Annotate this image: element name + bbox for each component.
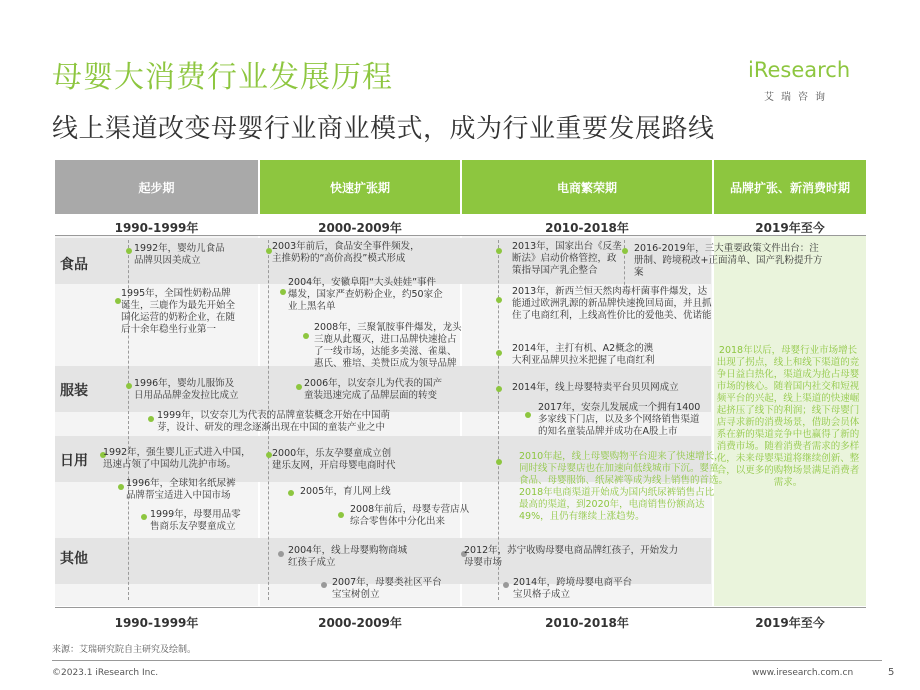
phase-header-ecommerce: 电商繁荣期	[462, 160, 712, 214]
year-bottom-1: 1990-1999年	[114, 616, 199, 630]
footer-divider	[52, 660, 882, 661]
event-dot	[496, 297, 502, 303]
event-dot	[280, 289, 286, 295]
category-label-daily: 日用	[60, 453, 88, 469]
event-dot	[496, 350, 502, 356]
category-label-other: 其他	[60, 551, 88, 567]
event-daily-1992: 1992年，强生婴儿正式进入中国， 迅速占领了中国幼儿洗护市场。	[103, 447, 251, 470]
year-top-2: 2000-2009年	[318, 221, 402, 235]
year-divider-top	[55, 235, 866, 236]
phase-header-startup: 起步期	[55, 160, 258, 214]
event-dot	[622, 248, 628, 254]
logo-subtext: 艾瑞咨询	[764, 92, 832, 103]
event-other-2014: 2014年，跨境母婴电商平台 宝贝格子成立	[513, 577, 633, 600]
event-food-2008: 2008年，三聚氰胺事件爆发，龙头 三鹿从此覆灭，进口品牌快速抢占 了一线市场，达能多美滋、雀巢、 惠氏、雅培、美赞臣成为领导品牌	[314, 322, 462, 369]
page-subtitle: 线上渠道改变母婴行业商业模式，成为行业重要发展路线	[52, 114, 715, 144]
phase-header-expansion: 快速扩张期	[260, 160, 460, 214]
event-dot	[303, 333, 309, 339]
logo-text: iResearch	[748, 58, 851, 82]
event-daily-2005: 2005年，育儿网上线	[300, 486, 391, 497]
event-food-2016: 2016-2019年，三大重要政策文件出台：注 册制、跨境税改+正面清单、国产乳粉提升方 案	[634, 243, 823, 278]
event-daily-2010: 2010年起，线上母婴购物平台迎来了快速增长， 同时线下母婴店也在加速向低线城市下沉。婴童 食品、母婴服饰、纸尿裤等成为线上销售的首选。 2018年电商渠道开始成为国内纸尿裤销售占比 最高的渠道，到2020年，电商销售份额高达 49%，且仍有继续上涨趋势。	[519, 451, 729, 522]
event-daily-1999: 1999年，母婴用品零 售商乐友孕婴童成立	[150, 509, 241, 532]
phase-header-new-consumption: 品牌扩张、新消费时期	[714, 160, 866, 214]
year-bottom-3: 2010-2018年	[545, 616, 629, 630]
event-dot	[118, 484, 124, 490]
event-apparel-2014: 2014年，线上母婴特卖平台贝贝网成立	[512, 382, 679, 393]
event-food-1995: 1995年，全国性奶粉品牌 诞生，三鹿作为最先开始全 国化运营的奶粉企业，在随 后十余年稳坐行业第一	[121, 288, 236, 335]
event-food-2003: 2003年前后，食品安全事件频发， 主推奶粉的“高价高投”模式形成	[272, 241, 420, 264]
event-dot	[338, 512, 344, 518]
event-food-2013-law: 2013年，国家出台《反垄 断法》启动价格管控，政 策指导国产乳企整合	[512, 241, 622, 276]
year-top-4: 2019年至今	[755, 221, 825, 235]
source-footnote: 来源：艾瑞研究院自主研究及绘制。	[52, 645, 197, 655]
event-dot	[296, 384, 302, 390]
event-food-1992: 1992年，婴幼儿食品 品牌贝因美成立	[134, 243, 225, 266]
event-other-2007: 2007年，母婴类社区平台 宝宝树创立	[332, 577, 442, 600]
event-dot	[525, 412, 531, 418]
event-dot	[126, 383, 132, 389]
category-label-food: 食品	[60, 257, 88, 273]
copyright: ©2023.1 iResearch Inc.	[52, 668, 159, 678]
event-apparel-2006: 2006年，以安奈儿为代表的国产 童装迅速完成了品牌层面的转变	[304, 378, 443, 401]
category-label-apparel: 服装	[60, 383, 88, 399]
event-apparel-1996: 1996年，婴幼儿服饰及 日用品品牌金发拉比成立	[134, 378, 239, 401]
event-other-2012: 2012年，苏宁收购母婴电商品牌红孩子，开始发力 母婴市场	[464, 545, 679, 568]
event-food-2004: 2004年，安徽阜阳“大头娃娃”事件 爆发，国家严查奶粉企业，约50家企 业上黑名单	[288, 277, 443, 312]
event-dot	[496, 459, 502, 465]
new-consumption-summary: 2018年以后，母婴行业市场增长出现了拐点，线上和线下渠道的竞争日益白热化，渠道成为抢占母婴市场的核心。随着国内社交和短视频平台的兴起，线上渠道的快速崛起挤压了线下的利润；线下母婴门店寻求新的消费场景，借助会员体系在新的渠道竞争中也赢得了新的消费市场。随着消费者需求的多样化，未来母婴渠道将继续创新、整合，以更多的购物场景满足消费者需求。	[716, 345, 860, 488]
event-dot	[278, 551, 284, 557]
year-bottom-2: 2000-2009年	[318, 616, 402, 630]
event-food-2014: 2014年，主打有机、A2概念的澳 大利亚品牌贝拉米把握了电商红利	[512, 343, 655, 366]
event-apparel-2017: 2017年，安奈儿发展成一个拥有1400 多家线下门店，以及多个网络销售渠道 的知名童装品牌并成功在A股上市	[538, 402, 701, 437]
page-number: 5	[888, 667, 895, 678]
event-apparel-1999: 1999年，以安奈儿为代表的品牌童装概念开始在中国萌 芽，设计、研发的理念逐渐出现在中国的童装产业之中	[157, 410, 391, 433]
event-dot	[148, 416, 154, 422]
event-dot	[496, 248, 502, 254]
event-daily-1996: 1996年，全球知名纸尿裤 品牌帮宝适进入中国市场	[126, 478, 236, 501]
event-daily-2008: 2008年前后，母婴专营店从 综合零售体中分化出来	[350, 504, 470, 527]
year-top-1: 1990-1999年	[114, 221, 199, 235]
iresearch-logo	[748, 58, 872, 106]
event-dot	[503, 582, 509, 588]
event-other-2004: 2004年，线上母婴购物商城 红孩子成立	[288, 545, 408, 568]
event-daily-2000: 2000年，乐友孕婴童成立创 建乐友网，开启母婴电商时代	[272, 448, 396, 471]
event-food-2013-scandal: 2013年，新西兰恒天然肉毒杆菌事件爆发，达 能通过欧洲乳源的新品牌快速挽回局面，并且抓 住了电商红利，上线高性价比的爱他美、优诺能	[512, 286, 712, 321]
year-bottom-4: 2019年至今	[755, 616, 825, 630]
page-title: 母婴大消费行业发展历程	[52, 60, 393, 95]
event-dot	[321, 582, 327, 588]
event-dot	[496, 386, 502, 392]
event-dot	[126, 248, 132, 254]
website: www.iresearch.com.cn	[752, 668, 854, 678]
year-divider-bottom	[55, 607, 866, 608]
event-dot	[288, 490, 294, 496]
event-dot	[141, 514, 147, 520]
year-top-3: 2010-2018年	[545, 221, 629, 235]
